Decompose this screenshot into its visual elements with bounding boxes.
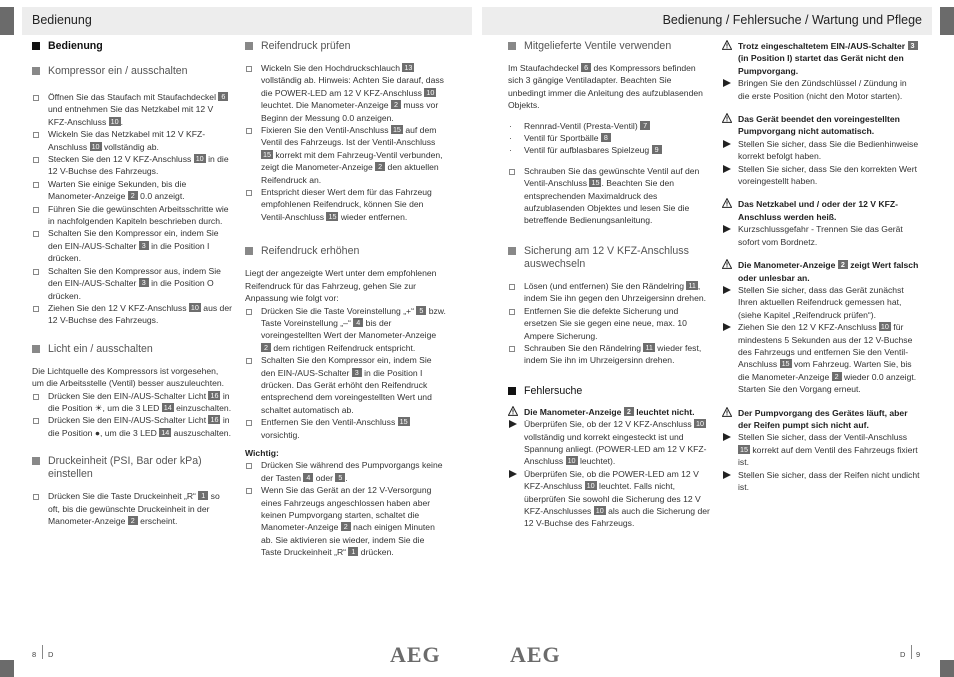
part-number-badge: 5 [416, 306, 426, 315]
aeg-logo-left: AEG [390, 642, 441, 667]
text-segment: Ventil für Sportbälle [524, 133, 601, 144]
part-number-badge: 2 [375, 162, 385, 171]
text-segment: Trotz eingeschaltetem EIN-/AUS-Schalter [738, 41, 908, 51]
arrow-right-icon [723, 79, 731, 87]
text-segment: Das Gerät beendet den voreingestellten Pumpvorgang nicht automatisch. [738, 114, 900, 137]
part-number-badge: 2 [624, 407, 634, 416]
part-number-badge: 4 [353, 318, 363, 327]
text-segment: in die Position I drücken. Das Gerät erhöht den Reifendruck entsprechend dem voreingestellten Wert und schaltet automatisch ab. [261, 367, 432, 415]
dash-item [508, 144, 710, 156]
part-number-badge: 1 [198, 491, 208, 500]
text-segment: auf dem Ventil des Fahrzeugs. Ist der Ventil-Anschluss [261, 125, 437, 148]
warning-text [722, 259, 920, 284]
text-segment: Wenn Sie das Gerät an der 12 V-Versorgung eines Fahrzeugs angeschlossen haben aber keinen Pumpvorgang starten, schaltet die Manometer-Anzeige [261, 485, 432, 533]
list-item [508, 305, 710, 342]
text-segment: Schalten Sie den Kompressor ein, indem Sie den EIN-/AUS-Schalter [48, 228, 219, 251]
ventile-intro [508, 62, 710, 112]
text-segment: Drücken Sie den EIN-/AUS-Schalter Licht [48, 415, 209, 426]
part-number-badge: 1 [348, 547, 358, 556]
page-number-right: 9 [916, 650, 921, 659]
part-number-badge: 9 [652, 145, 662, 154]
part-number-badge: 10 [586, 481, 595, 491]
part-number-badge: 10 [190, 302, 199, 312]
header-left [22, 7, 472, 35]
part-number-badge: 14 [163, 402, 172, 412]
fehlersuche-warning [508, 406, 710, 418]
text-segment: (in Position I) startet das Gerät nicht den Pumpvorgang. [738, 53, 904, 76]
part-number-badge: 15 [263, 149, 271, 159]
column-2 [245, 40, 447, 559]
text-segment: Warten Sie einige Sekunden, bis die Manometer-Anzeige [48, 178, 187, 202]
warning-icon [722, 407, 732, 420]
text-segment: leuchtet nicht. [633, 406, 695, 417]
action-item [722, 163, 920, 188]
part-number-badge: 11 [645, 342, 653, 352]
text-segment: zeigt Wert falsch oder unlesbar an. [738, 260, 919, 283]
pruefen-steps [245, 62, 447, 223]
action-list [722, 431, 920, 493]
text-segment: in die Position I drücken. [48, 240, 210, 264]
text-segment: den aktuellen Reifendruck an. [261, 162, 439, 185]
page-number-left: 8 [32, 650, 37, 659]
text-segment: Entfernen Sie den Ventil-Anschluss [261, 417, 398, 428]
action-item [722, 138, 920, 163]
section-erhoehen-heading: Reifendruck erhöhen [245, 245, 447, 258]
footer-divider-right [911, 645, 912, 659]
list-item [245, 305, 447, 355]
text-segment: Entfernen Sie die defekte Sicherung und ersetzen Sie sie gegen eine neue, max. 10 Ampere Sicherung. [524, 305, 687, 341]
action-item [722, 284, 920, 321]
text-segment: wieder 0.0 anzeigt. Starten Sie den Vorgang erneut. [738, 371, 917, 395]
text-segment: vollständig ab. [101, 141, 159, 152]
wichtig-label: Wichtig: [245, 447, 279, 458]
text-segment: wieder entfernen. [338, 211, 408, 222]
section-licht-heading: Licht ein / ausschalten [32, 343, 232, 356]
part-number-badge: 2 [128, 516, 138, 525]
list-item [32, 227, 232, 264]
text-segment: aus der 12 V-Buchse des Fahrzeugs. [48, 302, 232, 326]
action-item [722, 77, 920, 102]
list-item [508, 280, 710, 305]
text-segment: Ziehen Sie den 12 V KFZ-Anschluss [738, 322, 879, 333]
list-item [32, 390, 232, 415]
part-number-badge: 15 [781, 359, 790, 369]
text-segment: und entnehmen Sie das Netzkabel mit 12 V KFZ-Anschluss [48, 104, 214, 127]
text-segment: Die Manometer-Anzeige [524, 406, 624, 417]
text-segment: leuchtet). [577, 456, 616, 467]
arrow-right-icon [509, 420, 517, 428]
text-segment: nach einigen Minuten ab. Sie aktivieren sie wieder, indem Sie die Taste Druckeinheit „R“ [261, 522, 435, 558]
text-segment: Fixieren Sie den Ventil-Anschluss [261, 125, 391, 136]
list-item [32, 490, 232, 527]
text-segment: , indem Sie ihn gegen den Uhrzeigersinn drehen. [524, 280, 707, 304]
section-fehlersuche-heading: Fehlersuche [508, 385, 710, 398]
list-item [32, 414, 232, 439]
text-segment: korrekt auf dem Ventil des Fahrzeugs fixiert ist. [738, 444, 918, 468]
part-number-badge: 3 [139, 241, 149, 250]
warning-text [722, 407, 920, 432]
action-item [722, 321, 920, 395]
action-list [722, 284, 920, 396]
text-segment: bzw. Taste Voreinstellung „–“ [261, 305, 446, 328]
warning-icon [722, 198, 732, 211]
part-number-badge: 15 [740, 444, 748, 454]
action-item [722, 431, 920, 468]
text-segment: Ventil für aufblasbares Spielzeug [524, 145, 652, 156]
part-number-badge: 6 [218, 92, 228, 101]
action-list [722, 223, 920, 248]
text-segment: . Beachten Sie den entsprechenden Maximaldruck des aufzublasenden Objektes und lesen Sie die betreffende Bedienungsanleitung. [524, 178, 690, 226]
text-segment: des Kompressors befinden sich 3 gängige Ventiladapter. Beachten Sie unbedingt immer die Anleitung des aufzublasenden Objekts. [508, 63, 703, 111]
list-item [245, 186, 447, 223]
arrow-right-icon [723, 165, 731, 173]
text-segment: auszuschalten. [171, 427, 231, 438]
text-segment: als auch die Sicherung der 12 V-Buchse des Fahrzeugs. [524, 505, 710, 529]
action-list [722, 77, 920, 102]
list-item [32, 178, 232, 203]
text-segment: oder [313, 472, 336, 483]
ventile-list [508, 120, 710, 157]
text-segment: Stellen Sie sicher, dass Sie den korrekten Wert voreingestellt haben. [738, 163, 917, 187]
text-segment: leuchtet. Die Manometer-Anzeige [261, 100, 391, 111]
text-segment: Überprüfen Sie, ob der 12 V KFZ-Anschluss [524, 419, 695, 430]
part-number-badge: 2 [391, 100, 401, 109]
part-number-badge: 4 [303, 473, 313, 482]
part-number-badge: 15 [399, 417, 408, 427]
part-number-badge: 10 [110, 116, 119, 126]
list-item [32, 128, 232, 153]
text-segment: Im Staufachdeckel [508, 63, 582, 73]
warning-text [722, 198, 920, 223]
part-number-badge: 2 [261, 343, 271, 352]
part-number-badge: 2 [128, 191, 138, 200]
text-segment: in die Position ☀, um die 3 LED [48, 390, 230, 413]
arrow-right-icon [723, 140, 731, 148]
troubleshoot-block [722, 40, 920, 102]
text-segment: dem richtigen Reifendruck entspricht. [271, 342, 416, 353]
part-number-badge: 2 [838, 260, 848, 269]
arrow-right-icon [509, 470, 517, 478]
list-item [245, 459, 447, 484]
troubleshoot-block [722, 259, 920, 395]
section-bedienung-title: Bedienung [32, 40, 232, 53]
text-segment: . [120, 116, 124, 127]
text-segment: . [345, 472, 348, 483]
text-segment: Stellen Sie sicher, dass das Gerät zunächst Ihren aktuellen Reifendruck gemessen hat, (siehe Kapitel „Reifendruck prüfen“). [738, 284, 904, 320]
section-druckeinheit-heading: Druckeinheit (PSI, Bar oder kPa) einstellen [32, 455, 232, 481]
arrow-right-icon [723, 286, 731, 294]
text-segment: so oft, bis die gewünschte Druckeinheit in der Manometer-Anzeige [48, 491, 220, 526]
text-segment: Schalten Sie den Kompressor aus, indem Sie den EIN-/AUS-Schalter [48, 265, 221, 289]
arrow-right-icon [723, 225, 731, 233]
text-segment: Wickeln Sie das Netzkabel mit 12 V KFZ-Anschluss [48, 129, 206, 152]
text-segment: Drücken Sie den EIN-/AUS-Schalter Licht [48, 390, 209, 401]
text-segment: wieder fest, indem Sie ihn im Uhrzeigersinn drehen. [524, 342, 702, 366]
text-segment: Stecken Sie den 12 V KFZ-Anschluss [48, 154, 194, 165]
troubleshoot-block [722, 113, 920, 187]
text-segment: Entspricht dieser Wert dem für das Fahrzeug empfohlenen Reifendruck, können Sie den Ventil-Anschluss [261, 187, 432, 222]
part-number-badge: 10 [567, 456, 576, 466]
text-segment: Schalten Sie den Kompressor ein, indem Sie den EIN-/AUS-Schalter [261, 355, 432, 378]
ventile-steps [508, 165, 710, 227]
part-number-badge: 10 [426, 87, 435, 97]
part-number-badge: 10 [880, 322, 889, 332]
part-number-badge: 6 [581, 63, 591, 72]
text-segment: Öffnen Sie das Staufach mit Staufachdeckel [48, 92, 219, 102]
aeg-logo-right: AEG [510, 642, 561, 667]
text-segment: Der Pumpvorgang des Gerätes läuft, aber der Reifen pumpt sich nicht auf. [738, 407, 908, 430]
list-item [245, 416, 447, 441]
list-item [245, 354, 447, 416]
part-number-badge: 3 [352, 368, 362, 377]
action-list [722, 138, 920, 188]
action-item [508, 468, 710, 530]
corner-mark-bottom-right [940, 660, 954, 677]
warning-icon [722, 259, 732, 272]
warning-icon [508, 406, 518, 419]
text-segment: vorsichtig. [261, 429, 300, 440]
part-number-badge: 15 [392, 125, 401, 135]
header-right [482, 7, 932, 35]
text-segment: für mindestens 5 Sekunden aus der 12 V-Buchse des Fahrzeugs und entfernen Sie den Ventil-Anschluss [738, 322, 913, 370]
text-segment: Wickeln Sie den Hochdruckschlauch [261, 63, 403, 73]
dash-item [508, 132, 710, 144]
text-segment: drücken. [358, 547, 394, 558]
footer-divider-left [42, 645, 43, 659]
part-number-badge: 14 [161, 427, 170, 437]
list-item [32, 91, 232, 128]
part-number-badge: 8 [601, 133, 611, 142]
part-number-badge: 10 [195, 154, 204, 164]
arrow-right-icon [723, 323, 731, 331]
corner-mark-top-left [0, 7, 14, 35]
section-kompressor-heading: Kompressor ein / ausschalten [32, 65, 232, 78]
warning-text [722, 113, 920, 138]
part-number-badge: 13 [404, 63, 413, 72]
list-item [245, 124, 447, 186]
part-number-badge: 3 [139, 278, 149, 287]
text-segment: vom Fahrzeug. Warten Sie, bis die Manometer-Anzeige [738, 359, 912, 382]
text-segment: 0.0 anzeigt. [137, 191, 185, 202]
text-segment: in die Position O drücken. [48, 278, 214, 301]
text-segment: Stellen Sie sicher, dass Sie die Bedienhinweise korrekt befolgt haben. [738, 138, 919, 162]
warning-text [722, 40, 920, 77]
list-item [32, 153, 232, 178]
text-segment: Lösen (und entfernen) Sie den Rändelring [524, 280, 687, 291]
list-item [245, 484, 447, 558]
text-segment: Rennrad-Ventil (Presta-Ventil) [524, 120, 641, 131]
part-number-badge: 7 [640, 121, 650, 130]
kompressor-steps [32, 91, 232, 327]
fehlersuche-actions [508, 418, 710, 530]
corner-mark-bottom-left [0, 660, 14, 677]
erhoehen-steps [245, 305, 447, 441]
column-3 [508, 40, 710, 530]
list-item [32, 302, 232, 327]
text-segment: Stellen Sie sicher, dass der Ventil-Anschluss [738, 432, 908, 443]
text-segment: in die Position ●, um die 3 LED [48, 415, 230, 438]
licht-intro: Die Lichtquelle des Kompressors ist vorgesehen, um die Arbeitsstelle (Ventil) besser auszuleuchten. [32, 365, 225, 389]
part-number-badge: 16 [210, 415, 219, 425]
text-segment: bis der voreingestellten Wert der Manometer-Anzeige [261, 317, 437, 341]
part-number-badge: 10 [696, 419, 705, 429]
part-number-badge: 3 [908, 41, 918, 50]
warning-icon [722, 40, 732, 53]
list-item [245, 62, 447, 124]
arrow-right-icon [723, 433, 731, 441]
text-segment: in die 12 V-Buchse des Fahrzeugs. [48, 154, 229, 177]
part-number-badge: 5 [335, 473, 345, 482]
text-segment: Überprüfen Sie, ob die POWER-LED am 12 V KFZ-Anschluss [524, 468, 699, 492]
text-segment: leuchtet. Falls nicht, überprüfen Sie sowohl die Sicherung des 12 V KFZ-Anschlusses [524, 481, 701, 516]
text-segment: korrekt mit dem Fahrzeug-Ventil verbunden, zeigt die Manometer-Anzeige [261, 149, 443, 173]
text-segment: Kurzschlussgefahr - Trennen Sie das Gerät sofort vom Bordnetz. [738, 224, 903, 247]
action-item [722, 469, 920, 494]
part-number-badge: 2 [832, 372, 842, 381]
dash-item [508, 120, 710, 132]
text-segment: Führen Sie die gewünschten Arbeitsschritte wie in nachfolgenden Kapiteln beschrieben durch. [48, 203, 229, 227]
erhoehen-intro: Liegt der angezeigte Wert unter dem empfohlenen Reifendruck für das Fahrzeug, gehen Sie zur Anpassung wie folgt vor: [245, 268, 437, 304]
text-segment: Drücken Sie während des Pumpvorgangs keine der Tasten [261, 460, 443, 483]
part-number-badge: 15 [328, 211, 337, 221]
corner-mark-top-right [940, 7, 954, 35]
section-ventile-heading: Mitgelieferte Ventile verwenden [508, 40, 710, 53]
language-right: D [900, 650, 906, 659]
part-number-badge: 15 [591, 178, 600, 188]
text-segment: Drücken Sie die Taste Voreinstellung „+“ [261, 305, 417, 316]
text-segment: vollständig und korrekt eingesteckt ist und Spannung anliegt. (POWER-LED am 12 V KFZ-Anschluss [524, 431, 707, 467]
part-number-badge: 2 [341, 522, 351, 531]
arrow-right-icon [723, 471, 731, 479]
list-item [32, 265, 232, 302]
text-segment: vollständig ab. Hinweis: Achten Sie darauf, dass die POWER-LED am 12 V KFZ-Anschluss [261, 75, 444, 98]
column-1 [32, 40, 232, 527]
list-item [508, 165, 710, 227]
text-segment: einzuschalten. [173, 402, 232, 413]
header-left-title: Bedienung [32, 13, 92, 27]
language-left: D [48, 650, 54, 659]
action-item [508, 418, 710, 468]
text-segment: Die Manometer-Anzeige [738, 260, 838, 271]
list-item [508, 342, 710, 367]
list-item [32, 203, 232, 228]
licht-steps [32, 390, 232, 440]
text-segment: muss vor Beginn der Messung 0.0 anzeigen. [261, 100, 439, 123]
part-number-badge: 11 [688, 280, 696, 290]
warning-icon [722, 113, 732, 126]
section-pruefen-heading: Reifendruck prüfen [245, 40, 447, 53]
text-segment: Bringen Sie den Zündschlüssel / Zündung in die erste Position (nicht den Motor starten). [738, 78, 907, 101]
text-segment: Das Netzkabel und / oder der 12 V KFZ-Anschluss werden heiß. [738, 199, 898, 222]
text-segment: Ziehen Sie den 12 V KFZ-Anschluss [48, 302, 189, 313]
action-item [722, 223, 920, 248]
troubleshoot-block [722, 198, 920, 248]
text-segment: Schrauben Sie den Rändelring [524, 342, 644, 353]
section-sicherung-heading: Sicherung am 12 V KFZ-Anschluss auswechseln [508, 245, 710, 271]
column-4 [722, 40, 920, 504]
sicherung-steps [508, 280, 710, 367]
part-number-badge: 10 [595, 505, 604, 515]
part-number-badge: 16 [210, 390, 219, 400]
text-segment: erscheint. [137, 515, 178, 526]
header-right-title: Bedienung / Fehlersuche / Wartung und Pflege [662, 13, 922, 27]
text-segment: Drücken Sie die Taste Druckeinheit „R“ [48, 491, 199, 502]
text-segment: Schrauben Sie das gewünschte Ventil auf den Ventil-Anschluss [524, 165, 700, 189]
troubleshoot-block [722, 407, 920, 494]
wichtig-steps [245, 459, 447, 558]
text-segment: Stellen Sie sicher, dass der Reifen nicht undicht ist. [738, 469, 920, 492]
part-number-badge: 10 [91, 141, 100, 151]
druckeinheit-steps [32, 490, 232, 527]
